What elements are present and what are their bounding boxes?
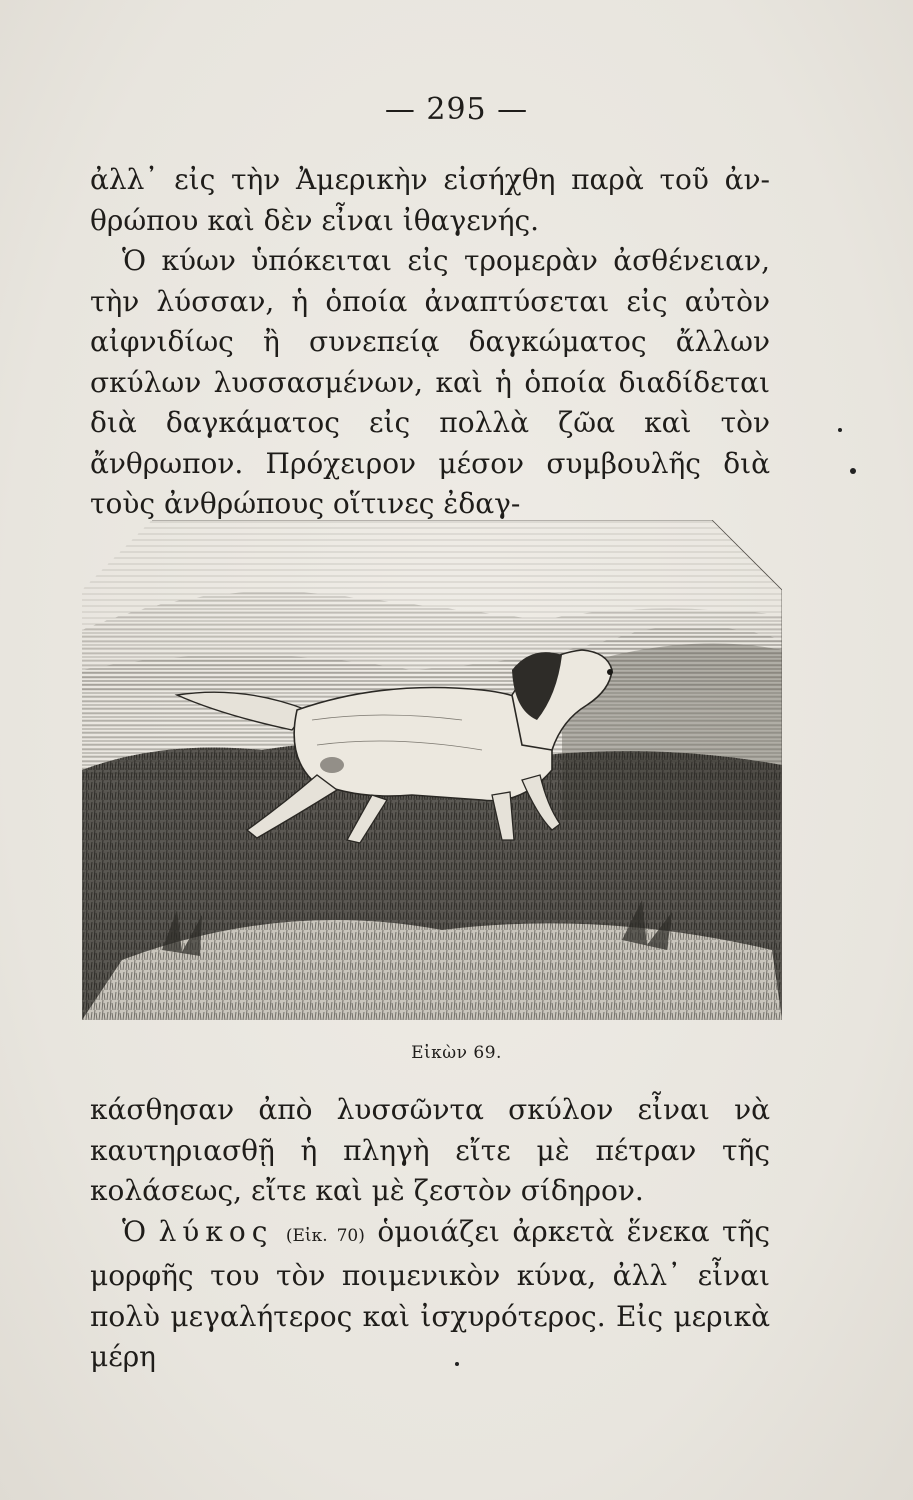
ink-speck (455, 1362, 459, 1366)
page-number: — 295 — (384, 92, 529, 127)
paragraph-continued: ἀλλ᾽ εἰς τὴν Ἀμερικὴν εἰσήχθη παρὰ τοῦ ἀν-θρώπου καὶ δὲν εἶναι ἰθαγενής. (90, 163, 770, 237)
dog-engraving (82, 520, 782, 1020)
paragraph-wolf-text: ὁμοιάζει ἀρκετὰ ἕνεκα τῆς μορφῆς του τὸν ποιμενικὸν κύνα, ἀλλ᾽ εἶναι πολὺ μεγαλήτερος καὶ ἰσχυρότερος. Εἰς μερικὰ μέρη (90, 1214, 770, 1373)
figure-reference: (Εἰκ. 70) (285, 1225, 365, 1246)
paragraph-rabies: Ὁ κύων ὑπόκειται εἰς τρομερὰν ἀσθένειαν, τὴν λύσσαν, ἡ ὁποία ἀναπτύσεται εἰς αὐτὸν αἰφνιδίως ἢ συνεπείᾳ δαγκώματος ἄλλων σκύλων λυσσασμένων, καὶ ἡ ὁποία διαδίδεται διὰ δαγκάματος εἰς πολλὰ ζῶα καὶ τὸν ἄνθρωπον. Πρόχειρον μέσον συμβουλῆς διὰ τοὺς ἀνθρώπους οἵτινες ἐδαγ- (90, 244, 770, 520)
term-wolf: λύκος (158, 1214, 274, 1248)
lead-article: Ὁ (122, 1214, 147, 1248)
paragraph-cautery: κάσθησαν ἀπὸ λυσσῶντα σκύλον εἶναι νὰ καυτηριασθῇ ἡ πληγὴ εἴτε μὲ πέτραν τῆς κολάσεως, εἴτε καὶ μὲ ζεστὸν σίδηρον. (90, 1093, 770, 1207)
ink-speck (838, 428, 842, 432)
ink-speck (850, 468, 856, 474)
figure-caption: Εἰκὼν 69. (411, 1043, 502, 1063)
text-block-bottom (90, 1090, 770, 1378)
paragraph-wolf (90, 1212, 770, 1378)
text-block-top (90, 160, 770, 525)
